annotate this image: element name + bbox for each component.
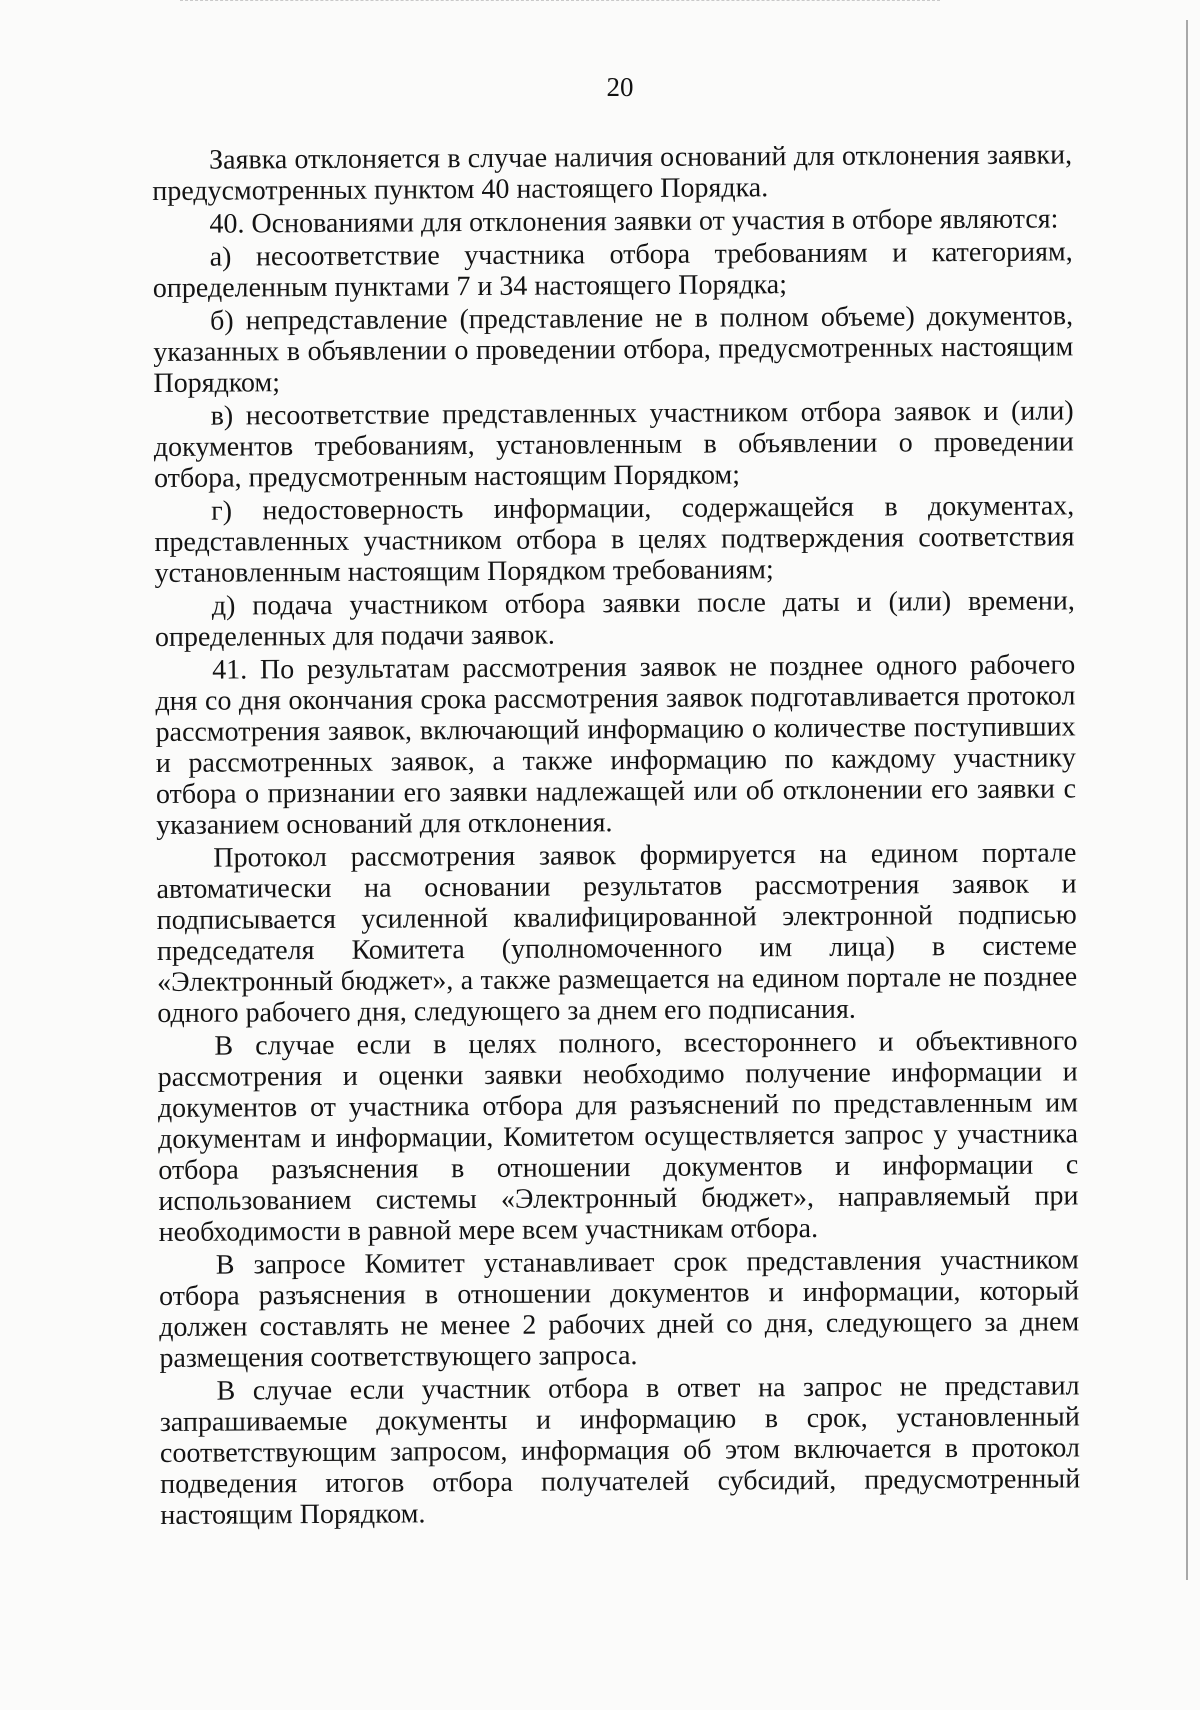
paragraph-40-a: а) несоответствие участника отбора требованиям и категориям, определенным пунктами 7 и 34 настоящего Порядка; [152, 236, 1073, 304]
paragraph-rejection-note: Заявка отклоняется в случае наличия оснований для отклонения заявки, предусмотренных пунктом 40 настоящего Порядка. [152, 139, 1073, 207]
scan-top-edge [180, 0, 940, 2]
paragraph-40-b: б) непредставление (представление не в полном объеме) документов, указанных в объявлении о проведении отбора, предусмотренных настоящим Порядком; [153, 300, 1074, 399]
paragraph-item-41: 41. По результатам рассмотрения заявок не позднее одного рабочего дня со дня окончания срока рассмотрения заявок подготавливается протокол рассмотрения заявок, включающий информацию о количестве поступивших и рассмотренных заявок, а также информацию по каждому участнику отбора о признании его заявки надлежащей или об отклонении его заявки с указанием оснований для отклонения. [155, 649, 1077, 841]
paragraph-40-v: в) несоответствие представленных участником отбора заявок и (или) документов требованиям, установленным в объявлении о проведении отбора, предусмотренным настоящим Порядком; [153, 395, 1074, 494]
paragraph-request-deadline: В запросе Комитет устанавливает срок представления участником отбора разъяснения в отношении документов и информации, который должен составлять не менее 2 рабочих дней со дня, следующего за днем размещения соответствующего запроса. [158, 1244, 1080, 1374]
paragraph-40-d: д) подача участником отбора заявки после даты и (или) времени, определенных для подачи заявок. [154, 585, 1075, 653]
paragraph-item-40: 40. Основаниями для отклонения заявки от участия в отборе являются: [209, 203, 1059, 240]
scan-right-edge [1186, 20, 1188, 1580]
page-number: 20 [606, 72, 634, 102]
paragraph-protocol: Протокол рассмотрения заявок формируется на едином портале автоматически на основании результатов рассмотрения заявок и подписывается усиленной квалифицированной электронной подписью председателя Комитета (уполномоченного им лица) в системе «Электронный бюджет», а также размещается на едином портале не позднее одного рабочего дня, следующего за днем его подписания. [156, 837, 1078, 1029]
paragraph-40-g: г) недостоверность информации, содержащейся в документах, представленных участником отбора в целях подтверждения соответствия установленным настоящим Порядком требованиям; [154, 490, 1075, 589]
paragraph-clarification-request: В случае если в целях полного, всестороннего и объективного рассмотрения и оценки заявки необходимо получение информации и документов от участника отбора для разъяснений по представленным им документам и информации, Комитетом осуществляется запрос у участника отбора разъяснения в отношении документов и информации с использованием системы «Электронный бюджет», направляемый при необходимости в равной мере всем участникам отбора. [157, 1025, 1079, 1248]
paragraph-no-response: В случае если участник отбора в ответ на запрос не представил запрашиваемые документы и информацию в срок, установленный соответствующим запросом, информация об этом включается в протокол подведения итогов отбора получателей субсидий, предусмотренный настоящим Порядком. [159, 1370, 1081, 1531]
document-body [152, 139, 1080, 1533]
